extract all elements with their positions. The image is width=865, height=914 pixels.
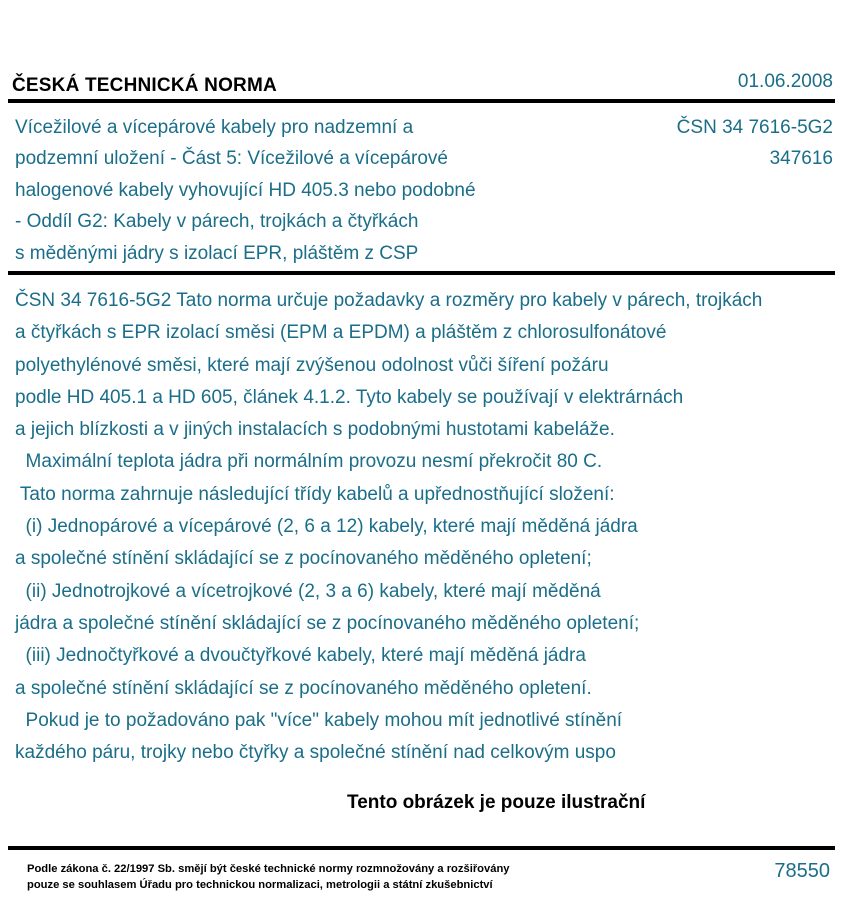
copyright-line: Podle zákona č. 22/1997 Sb. smějí být české technické normy rozmnožovány a rozšiřovány bbox=[27, 863, 510, 875]
abstract-line: Tato norma zahrnuje následující třídy kabelů a upřednostňující složení: bbox=[15, 483, 615, 505]
abstract-line: a jejich blízkosti a v jiných instalacích s podobnými hustotami kabeláže. bbox=[15, 419, 615, 441]
copyright-notice bbox=[27, 861, 510, 893]
abstract-line: (ii) Jednotrojkové a vícetrojkové (2, 3 a 6) kabely, které mají měděná bbox=[15, 580, 601, 602]
abstract-line: Maximální teplota jádra při normálním provozu nesmí překročit 80 C. bbox=[15, 451, 603, 473]
abstract-line: (i) Jednopárové a vícepárové (2, 6 a 12) kabely, které mají měděná jádra bbox=[15, 516, 638, 538]
abstract-line: jádra a společné stínění skládající se z pocínovaného měděného opletení; bbox=[15, 612, 640, 634]
norm-title-line: Vícežilové a vícepárové kabely pro nadzemní a bbox=[15, 117, 414, 138]
abstract-line: každého páru, trojky nebo čtyřky a společné stínění nad celkovým uspo bbox=[15, 742, 616, 764]
publication-date: 01.06.2008 bbox=[737, 71, 833, 92]
abstract-line: a čtyřkách s EPR izolací směsi (EPM a EPDM) a pláštěm z chlorosulfonátové bbox=[15, 322, 667, 344]
footer-divider bbox=[8, 846, 835, 850]
norm-code: ČSN 34 7616-5G2 bbox=[676, 117, 833, 138]
title-divider bbox=[8, 271, 835, 275]
norm-title-line: halogenové kabely vyhovující HD 405.3 nebo podobné bbox=[15, 179, 476, 201]
illustration-disclaimer: Tento obrázek je pouze ilustrační bbox=[347, 792, 646, 813]
header-divider bbox=[8, 99, 835, 103]
abstract-line: podle HD 405.1 a HD 605, článek 4.1.2. Tyto kabely se používají v elektrárnách bbox=[15, 386, 684, 408]
abstract-line: a společné stínění skládající se z pocínovaného měděného opletení. bbox=[15, 677, 592, 699]
norm-title-line: s měděnými jádry s izolací EPR, pláštěm z CSP bbox=[15, 242, 419, 264]
abstract-line: Pokud je to požadováno pak "více" kabely mohou mít jednotlivé stínění bbox=[15, 709, 623, 731]
norm-title-line: - Oddíl G2: Kabely v párech, trojkách a čtyřkách bbox=[15, 211, 419, 233]
norm-abstract bbox=[15, 285, 860, 769]
abstract-line: a společné stínění skládající se z pocínovaného měděného opletení; bbox=[15, 548, 592, 570]
abstract-line: (iii) Jednočtyřkové a dvoučtyřkové kabely, které mají měděná jádra bbox=[15, 645, 586, 667]
class-number: 347616 bbox=[769, 148, 833, 170]
norm-codes bbox=[677, 112, 833, 175]
norm-title bbox=[15, 112, 575, 269]
copyright-line: pouze se souhlasem Úřadu pro technickou normalizaci, metrologii a státní zkušebnictví bbox=[27, 879, 493, 891]
norm-title-line: podzemní uložení - Část 5: Vícežilové a vícepárové bbox=[15, 148, 449, 170]
catalog-number: 78550 bbox=[774, 860, 830, 882]
abstract-line: ČSN 34 7616-5G2 Tato norma určuje požadavky a rozměry pro kabely v párech, trojkách bbox=[15, 290, 763, 311]
abstract-line: polyethylénové směsi, které mají zvýšenou odolnost vůči šíření požáru bbox=[15, 354, 609, 376]
document-type-heading: ČESKÁ TECHNICKÁ NORMA bbox=[12, 75, 277, 96]
